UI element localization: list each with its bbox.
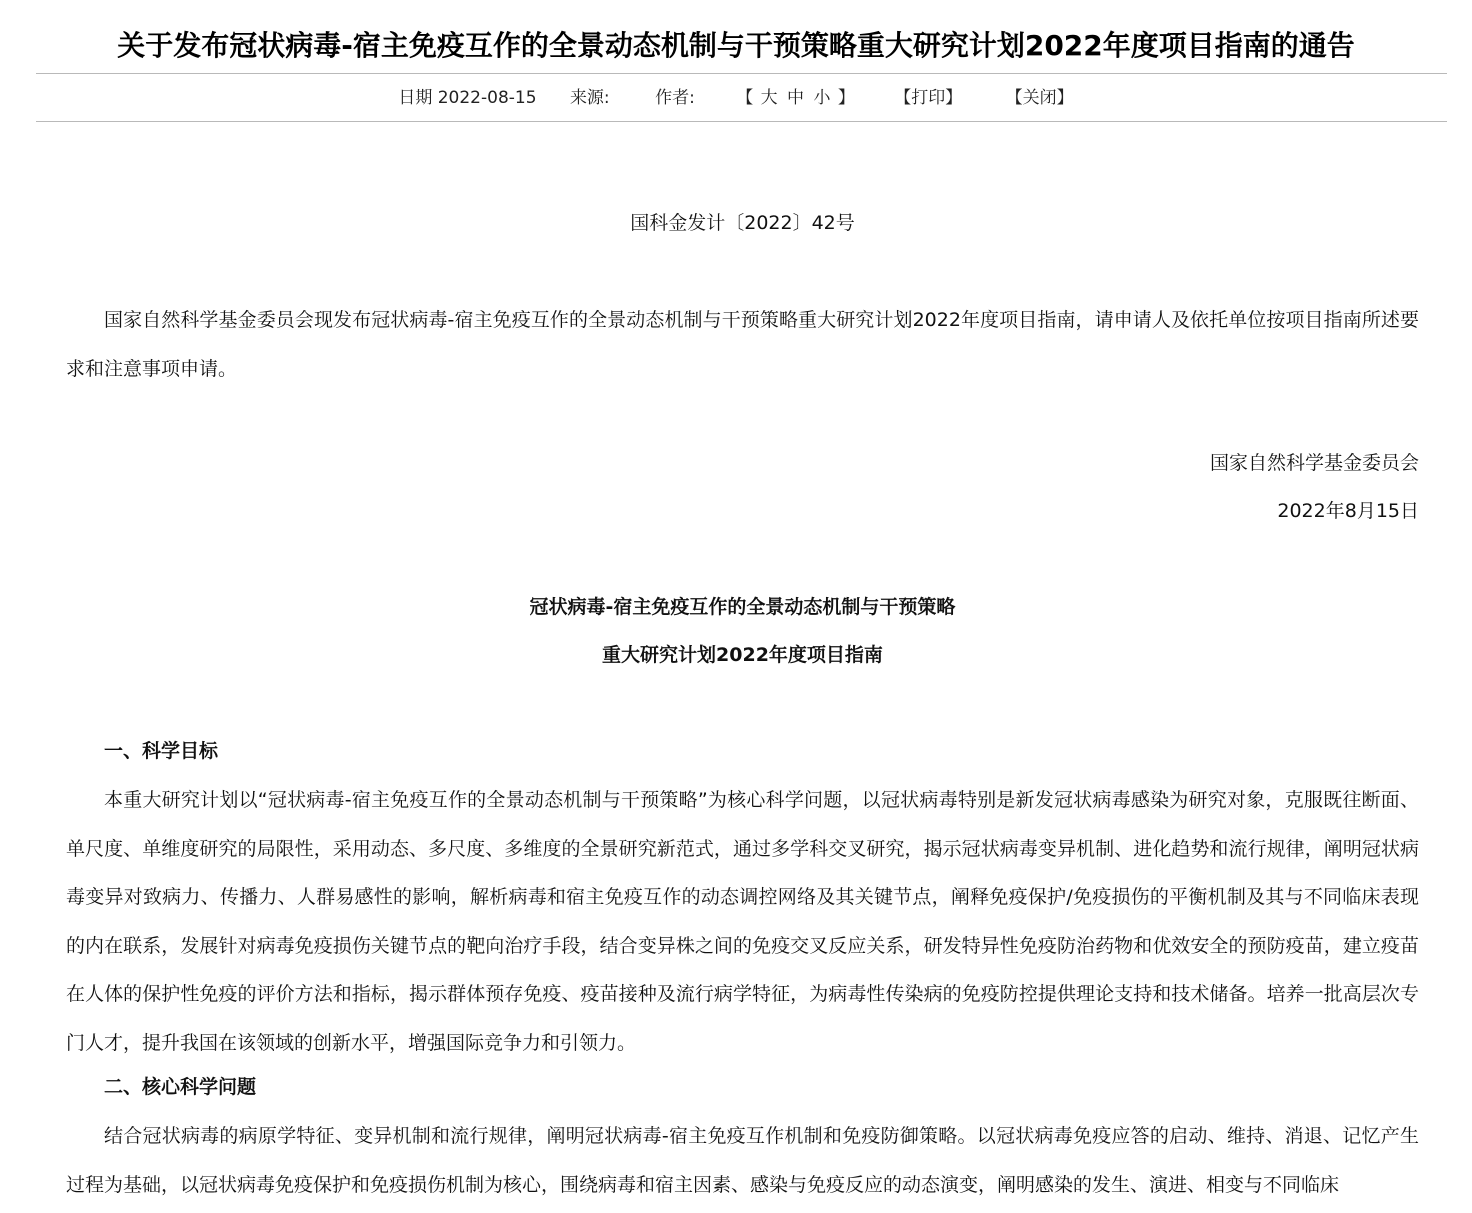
font-size-large-link[interactable]: 大: [760, 88, 778, 108]
font-size-selector: [736, 84, 855, 112]
print-link[interactable]: 【打印】: [894, 88, 963, 108]
author-label: 作者:: [655, 88, 695, 108]
source-label: 来源:: [569, 88, 610, 108]
guide-title-line-1: 冠状病毒-宿主免疫互作的全景动态机制与干预策略: [529, 596, 956, 618]
page-title: 关于发布冠状病毒-宿主免疫互作的全景动态机制与干预策略重大研究计划2022年度项目指南的通告: [117, 29, 1355, 62]
header-divider-bottom: [36, 121, 1447, 122]
section-body-scientific-goals: 本重大研究计划以“冠状病毒-宿主免疫互作的全景动态机制与干预策略”为核心科学问题，以冠状病毒特别是新发冠状病毒感染为研究对象，克服既往断面、单尺度、单维度研究的局限性，采用动态、多尺度、多维度的全景研究新范式，通过多学科交叉研究，揭示冠状病毒变异机制、进化趋势和流行规律，阐明冠状病毒变异对致病力、传播力、人群易感性的影响，解析病毒和宿主免疫互作的动态调控网络及其关键节点，阐释免疫保护/免疫损伤的平衡机制及其与不同临床表现的内在联系，发展针对病毒免疫损伤关键节点的靶向治疗手段，结合变异株之间的免疫交叉反应关系，研发特异性免疫防治药物和优效安全的预防疫苗，建立疫苗在人体的保护性免疫的评价方法和指标，揭示群体预存免疫、疫苗接种及流行病学特征，为病毒性传染病的免疫防控提供理论支持和技术储备。培养一批高层次专门人才，提升我国在该领域的创新水平，增强国际竞争力和引领力。: [66, 789, 1419, 1054]
section-body-core-questions: 结合冠状病毒的病原学特征、变异机制和流行规律，阐明冠状病毒-宿主免疫互作机制和免疫防御策略。以冠状病毒免疫应答的启动、维持、消退、记忆产生过程为基础，以冠状病毒免疫保护和免疫损伤机制为核心，围绕病毒和宿主因素、感染与免疫反应的动态演变，阐明感染的发生、演进、相变与不同临床: [66, 1125, 1419, 1196]
font-size-bracket-close: 】: [837, 88, 855, 108]
header-divider-top: [36, 73, 1447, 74]
font-size-small-link[interactable]: 小: [813, 88, 831, 108]
close-link[interactable]: 【关闭】: [1005, 88, 1074, 108]
font-size-bracket-open: 【: [736, 88, 754, 108]
guide-title-line-2: 重大研究计划2022年度项目指南: [602, 644, 883, 666]
article-meta-bar: [0, 84, 1472, 112]
signature-organization: 国家自然科学基金委员会: [1209, 452, 1419, 474]
date-label: 日期: [398, 88, 433, 108]
font-size-medium-link[interactable]: 中: [787, 88, 805, 108]
section-heading-scientific-goals: 一、科学目标: [104, 740, 219, 762]
signature-date: 2022年8月15日: [1277, 500, 1419, 522]
date-value: 2022-08-15: [437, 88, 537, 108]
document-number: 国科金发计〔2022〕42号: [630, 212, 855, 234]
date-info: [398, 84, 536, 112]
intro-paragraph: 国家自然科学基金委员会现发布冠状病毒-宿主免疫互作的全景动态机制与干预策略重大研究计划2022年度项目指南，请申请人及依托单位按项目指南所述要求和注意事项申请。: [66, 309, 1419, 380]
section-heading-core-questions: 二、核心科学问题: [104, 1076, 257, 1098]
